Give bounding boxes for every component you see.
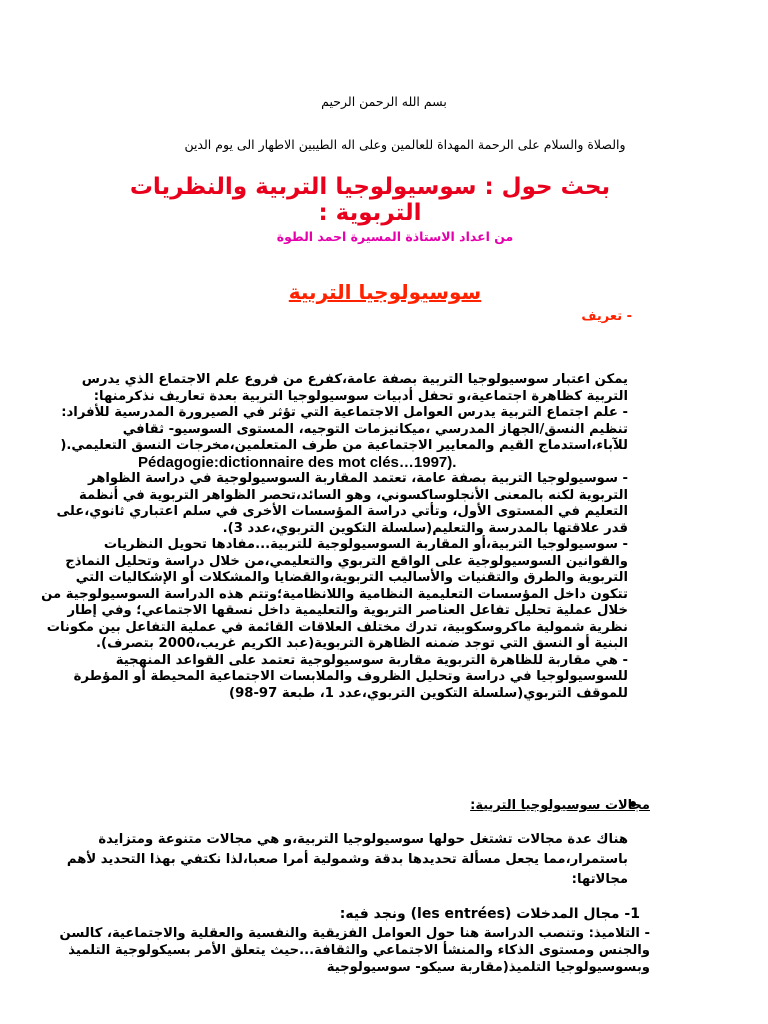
paragraph-line: قدر علاقتها بالمدرسة والتعليم(سلسلة التكوين التربوي،عدد 3). (222, 520, 628, 536)
paragraph-line: - هي مقاربة للظاهرة التربوية مقاربة سوسيولوجية تعتمد على القواعد المنهجية (115, 652, 628, 668)
section-heading: سوسيولوجيا التربية (288, 280, 482, 304)
page-title: بحث حول : سوسيولوجيا التربية والنظريات التربوية : (129, 174, 611, 226)
definition-label: - تعريف (581, 309, 632, 324)
inputs-paragraph (59, 925, 650, 976)
fields-heading: مجالات سوسيولوجيا التربية: (470, 798, 650, 813)
author-line: من اعداد الاستاذة المسيرة احمد الطوة (276, 229, 514, 244)
paragraph-line: التعليم في المستوى الأول، وتأتي دراسة المؤسسات الأخرى في سلم اعتباري ثانوي،على (56, 504, 628, 519)
definition-paragraph (41, 372, 628, 702)
paragraph-line: التربوية لكنه بالمعنى الأنجلوساكسوني، وهو السائد،تحصر الظواهر التربوية في أنظمة (79, 487, 628, 503)
paragraph-line: - سوسيولوجيا التربية بصفة عامة، تعتمد المقاربة السوسيولوجية في دراسة الظواهر (88, 471, 628, 486)
paragraph-line: نظرية شمولية ماكروسكوبية، تدرك مختلف العلاقات القائمة في عملية التفاعل بين مكونات (46, 619, 628, 635)
paragraph-line: والقوانين السوسيولوجية على الواقع التربوي والتعليمي،من خلال دراسة وتحليل النماذج (65, 553, 628, 569)
paragraph-line: التربوية والطرق والتقنيات والأساليب التربوية،والقضايا والمشكلات أو الإشكاليات التي (75, 570, 628, 585)
paragraph-line: التربية كظاهرة اجتماعية،و تحفل أدبيات سوسيولوجيا التربية بعدة تعاريف نذكرمنها: (93, 388, 628, 404)
paragraph-line: للآباء،استدماج القيم والمعايير الاجتماعية من طرف المتعلمين،مخرجات النسق التعليمي.( (60, 438, 628, 453)
paragraph-line: هناك عدة مجالات تشتغل حولها سوسيولوجيا التربية،و هي مجالات متنوعة ومتزايدة (98, 832, 628, 847)
paragraph-line: والجنس ومستوى الذكاء والمنشأ الاجتماعي والثقافة...حيث يتعلق الأمر بسيكولوجية التلميذ (68, 943, 650, 958)
fields-paragraph (66, 830, 628, 890)
paragraph-line: للموقف التربوي(سلسلة التكوين التربوي،عدد 1، طبعة 97-98) (229, 685, 628, 701)
paragraph-line: خلال عملية تحليل تفاعل العناصر التربوية والتعليمية داخل نسقها الاجتماعي؛ وفي إطار (67, 603, 628, 618)
salawat-line: والصلاة والسلام على الرحمة المهداة للعالمين وعلى اله الطيبين الاطهار الى يوم الدين (184, 137, 626, 152)
basmala: بسم الله الرحمن الرحيم (321, 94, 447, 109)
paragraph-line: تنظيم النسق/الجهاز المدرسي ،ميكانيزمات التوجيه، المستوى السوسيو- ثقافي (122, 421, 628, 437)
paragraph-line: وبسوسيولوجيا التلميذ(مقاربة سيكو- سوسيولوجية (326, 960, 650, 975)
paragraph-line: - التلاميذ: وتنصب الدراسة هنا حول العوامل الفزيقية والنفسية والعقلية والاجتماعية، كالسن (59, 926, 650, 941)
paragraph-line: البنية أو النسق التي توجد ضمنه الظاهرة التربوية(عبد الكريم غريب،2000 بتصرف). (96, 636, 628, 651)
paragraph-line: باستمرار،مما يجعل مسألة تحديدها بدقة وشمولية أمرا صعبا،لذا نكتفي بهذا التحديد لأهم (66, 852, 628, 867)
paragraph-line: مجالاتها: (571, 872, 628, 887)
citation-line: Pédagogie:dictionnaire des mot clés…1997). (138, 453, 457, 471)
paragraph-line: للسوسيولوجيا في دراسة وتحليل الظروف والملابسات الاجتماعية المحيطة أو المؤطرة (73, 669, 628, 684)
paragraph-line: - سوسيولوجيا التربية،أو المقاربة السوسيولوجية للتربية...مفادها تحويل النظريات (103, 537, 628, 552)
paragraph-line: يمكن اعتبار سوسيولوجيا التربية بصفة عامة،كفرع من فروع علم الاجتماع الذي يدرس (81, 372, 628, 387)
inputs-field-title: 1- مجال المدخلات (les entrées) ونجد فيه: (339, 906, 640, 922)
paragraph-line: - علم اجتماع التربية يدرس العوامل الاجتماعية التي تؤثر في الصيرورة المدرسية للأفراد: (61, 405, 628, 420)
paragraph-line: تتكون داخل المؤسسات التعليمية النظامية واللانظامية؛وتتم هذه الدراسة السوسيولوجية من (41, 586, 628, 602)
